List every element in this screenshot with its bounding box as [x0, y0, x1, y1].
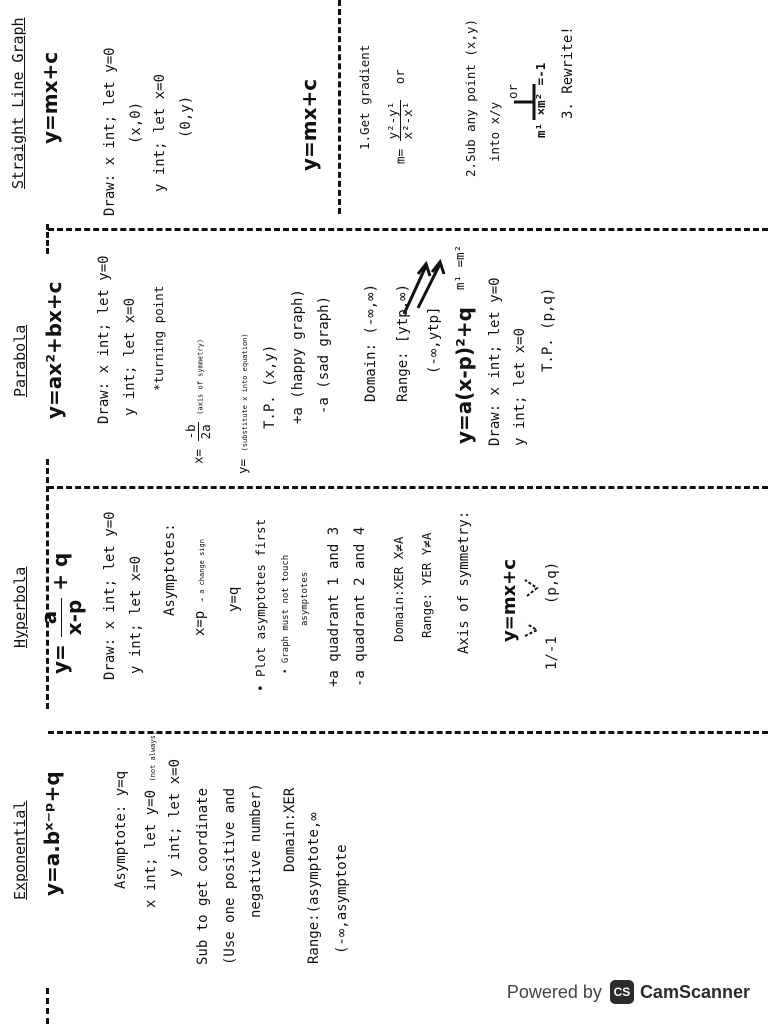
- parabola-range-2: (-∞,ytp]: [426, 306, 442, 374]
- parabola-draw-x-2: Draw: x int; let y=0: [487, 277, 503, 446]
- asymptotes-heading: Asymptotes:: [162, 523, 178, 616]
- powered-by-text: Powered by: [506, 981, 602, 1002]
- parabola-draw-x: Draw: x int; let y=0: [96, 255, 112, 424]
- gradient-fraction: [386, 100, 416, 142]
- straight-step-1: 1.Get gradient: [357, 44, 372, 150]
- asymptote-x-note: → a change sign: [198, 539, 206, 603]
- axis-numerator: -b: [183, 424, 198, 440]
- exponential-domain: Domain:XER: [282, 787, 298, 872]
- parabola-draw-y-2: y int; let x=0: [512, 327, 528, 446]
- axis-note: (axis of symmetry): [196, 338, 205, 415]
- exponential-x-int: [143, 731, 159, 908]
- parabola-vertex-equation: y=a(x-p)²+q: [452, 307, 476, 444]
- axis-fraction: [184, 422, 214, 441]
- hyperbola-numerator: a: [37, 598, 62, 638]
- straight-step-3: 3. Rewrite!: [560, 26, 576, 119]
- exponential-range-2: (-∞,asymptote: [334, 844, 350, 954]
- hyperbola-eq-q: + q: [48, 552, 72, 591]
- header-dash-left: [46, 988, 49, 1024]
- hyperbola-draw-y: y int; let x=0: [128, 555, 144, 674]
- parabola-equation: y=ax²+bx+c: [42, 281, 66, 419]
- straight-line-split: [338, 0, 341, 214]
- asymptote-x-eq: x=p: [192, 610, 208, 636]
- y-coordinate-formula: [236, 333, 250, 474]
- hyperbola-point: (p,q): [544, 561, 560, 604]
- straight-draw-y-point: (0,y): [178, 95, 194, 138]
- perpendicular-or: or: [505, 83, 520, 99]
- hyperbola-quadrant-neg: -a quadrant 2 and 4: [352, 526, 368, 687]
- exponential-use-2: negative number): [248, 783, 264, 918]
- hyperbola-fraction: [37, 598, 86, 638]
- straight-draw-y: y int; let x=0: [152, 73, 168, 192]
- straight-equation: y=mx+c: [38, 51, 62, 144]
- gradient-denominator: x²-x¹: [400, 101, 416, 140]
- hyperbola-axis-equation: y=mx+c: [499, 559, 520, 642]
- hyperbola-sign: 1/-1: [544, 636, 560, 670]
- gradient-formula: [386, 69, 416, 164]
- straight-equation-2: y=mx+c: [297, 78, 321, 171]
- exponential-equation: y=a.bˣ⁻ᵖ+q: [40, 771, 64, 896]
- axis-formula: [184, 339, 214, 464]
- hyperbola-quadrant-pos: +a quadrant 1 and 3: [326, 526, 342, 687]
- axis-x-label: x=: [190, 448, 206, 464]
- exponential-y-int: y int; let x=0: [167, 758, 183, 877]
- exponential-range: Range:(asymptote,∞: [306, 812, 322, 964]
- exponential-use-1: (Use one positive and: [222, 787, 238, 965]
- perpendicular-gradient: m¹ ×m² =-1: [533, 62, 548, 138]
- hyperbola-denominator: x-p: [62, 599, 86, 636]
- exponential-sub: Sub to get coordinate: [195, 787, 211, 965]
- y-label: y=: [235, 458, 250, 474]
- parabola-domain: Domain: (-∞,∞): [363, 283, 379, 402]
- axis-denominator: 2a: [198, 424, 214, 440]
- exponential-x-int-note: (not always): [149, 730, 157, 782]
- straight-draw-x: Draw: x int; let y=0: [102, 47, 118, 216]
- parabola-title: Parabola: [11, 324, 29, 397]
- touch-note-2: asymptotes: [300, 571, 310, 626]
- parabola-happy: +a (happy graph): [290, 289, 306, 424]
- gradient-numerator: y²-y¹: [385, 101, 400, 140]
- divider-parabola-hyperbola: [48, 486, 768, 489]
- sign-arrows-icon: [521, 570, 543, 640]
- gradient-label: m=: [392, 148, 408, 164]
- plot-asymptotes-note: • Plot asymptotes first: [253, 518, 268, 692]
- exponential-x-int-text: x int; let y=0: [143, 789, 159, 908]
- hyperbola-title: Hyperbola: [11, 566, 29, 648]
- asymptote-y: y=q: [226, 586, 242, 612]
- hyperbola-eq-y: y=: [48, 644, 72, 674]
- asymptote-x: [192, 539, 208, 636]
- hyperbola-equation: [37, 553, 86, 674]
- parabola-turning-point: T.P. (x,y): [262, 344, 278, 429]
- straight-step-2b: into x/y: [487, 101, 502, 162]
- turning-point-note: *turning point: [151, 285, 166, 391]
- parallel-gradient: m¹ =m²: [452, 244, 467, 290]
- divider-straight-parabola: [48, 228, 768, 231]
- camscanner-watermark: [507, 972, 750, 1012]
- y-note: (substitute x into equation): [241, 333, 249, 452]
- hyperbola-axis-heading: Axis of symmetry:: [456, 510, 472, 654]
- hyperbola-range: Range: YER Y≠A: [419, 532, 434, 638]
- hyperbola-draw-x: Draw: x int; let y=0: [102, 511, 118, 680]
- straight-step-2a: 2.Sub any point (x,y): [463, 18, 478, 177]
- parabola-range: Range: [ytp,∞): [395, 283, 411, 402]
- parabola-turning-point-2: T.P. (p,q): [540, 287, 556, 372]
- exponential-title: Exponential: [11, 800, 29, 900]
- gradient-or: or: [392, 69, 408, 85]
- camscanner-name: CamScanner: [639, 981, 750, 1002]
- hyperbola-domain: Domain:XER X≠A: [391, 536, 406, 642]
- exponential-asymptote: Asymptote: y=q: [113, 770, 129, 889]
- touch-note-1: • Graph must not touch: [281, 554, 291, 674]
- straight-draw-x-point: (x,0): [128, 101, 144, 144]
- straight-title: Straight Line Graph: [9, 17, 27, 189]
- camscanner-logo-icon: CS: [610, 980, 634, 1004]
- parabola-draw-y: y int; let x=0: [122, 297, 138, 416]
- parabola-sad: -a (sad graph): [316, 295, 332, 414]
